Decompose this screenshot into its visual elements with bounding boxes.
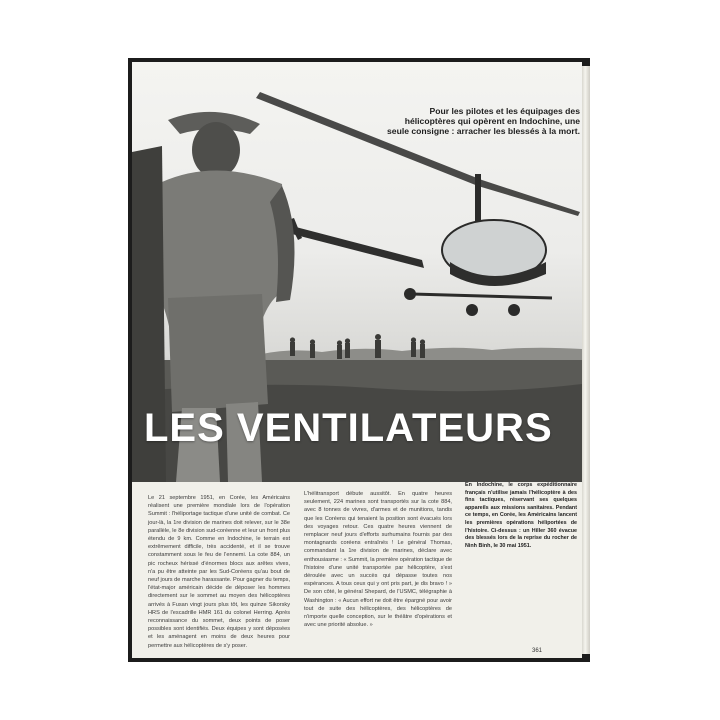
article-column-2 <box>304 490 452 631</box>
page-number: 361 <box>532 648 543 654</box>
article-column-1 <box>148 494 290 652</box>
helicopter-photo <box>132 62 582 482</box>
sidebar-caption <box>465 482 577 552</box>
sidebar-caption-text: En Indochine, le corps expéditionnaire français n'utilise jamais l'hélicoptère à des fins tactiques, réservant ses quelques appareils aux missions sanitaires. Pendant ce temps, en Corée, les Américains lancent les premières opérations héliportées de l'histoire. Ci-dessus : un Hiller 360 évacue des blessés lors de la reprise du rocher de Ninh Binh, le 30 mai 1951. <box>465 482 577 549</box>
column-1-text: Le 21 septembre 1951, en Corée, les Américains réalisent une première mondiale lors de l'opération Summit : l'héliportage tactique d'une unité de combat. Ce jour-là, la 1re division de marines doit relever, sur le 38e parallèle, le 8e division sud-coréenne et leur un front plus étendu de 9 km. Comme en Indochine, le terrain est extrêmement difficile, très accidenté, et il se trouve constamment sous le feu de l'ennemi. La cote 884, un pic rocheux hérissé d'énormes blocs aux arêtes vives, n'a pu être atteinte par les Sud-Coréens qu'au bout de neuf jours de marche harassante. Pour gagner du temps, l'état-major américain décide de déposer les hommes directement sur le sommet au moyen des hélicoptères arrivés à Fusan vingt jours plus tôt, les quinze Sikorsky HRS de l'escadrille HMR 161 du colonel Herring. Après reconnaissance du sommet, deux points de poser possibles sont identifiés. Deux équipes y sont déposées et les aménagent en moins de deux heures pour permettre aux hélicoptères de s'y poser. <box>148 495 290 649</box>
tail-boom <box>292 226 424 268</box>
wheel-right <box>508 304 520 316</box>
magazine-page <box>132 62 582 658</box>
headline: LES VENTILATEURS <box>144 406 553 450</box>
column-2-text: L'hélitransport débute aussitôt. En quatre heures seulement, 224 marines sont transportés sur la cote 884, avec 8 tonnes de vivres, d'armes et de munitions, tandis que les Coréens qui tenaient la position sont évacués lors des voyages retour. Ces quatre heures viennent de remplacer neuf jours d'efforts surhumains fournis par des montagnards coréens entraînés ! Le général Thomas, commandant la 1re division de marines, déclare avec enthousiasme : « Summit, la première opération tactique de l'histoire d'une unité transportée par hélicoptère, s'est déroulée avec un succès qui dépasse toutes nos espérances. A tous ceux qui y ont pris part, je dis bravo ! » De son côté, le général Shepard, de l'USMC, télégraphie à Washington : « Aucun effort ne doit être épargné pour avoir tout de suite des hélicoptères, des hélicoptères de n'importe quelle conception, sur le théâtre d'opérations et avec une priorité absolue. » <box>304 491 453 629</box>
page-edge <box>582 66 590 654</box>
wheel-left <box>404 288 416 300</box>
wheel-center <box>466 304 478 316</box>
rotor-mast <box>475 174 481 224</box>
photo-caption: Pour les pilotes et les équipages des hélicoptères qui opèrent en Indochine, une seule consigne : arracher les blessés à la mort. <box>387 106 580 137</box>
landing-gear <box>412 294 552 298</box>
